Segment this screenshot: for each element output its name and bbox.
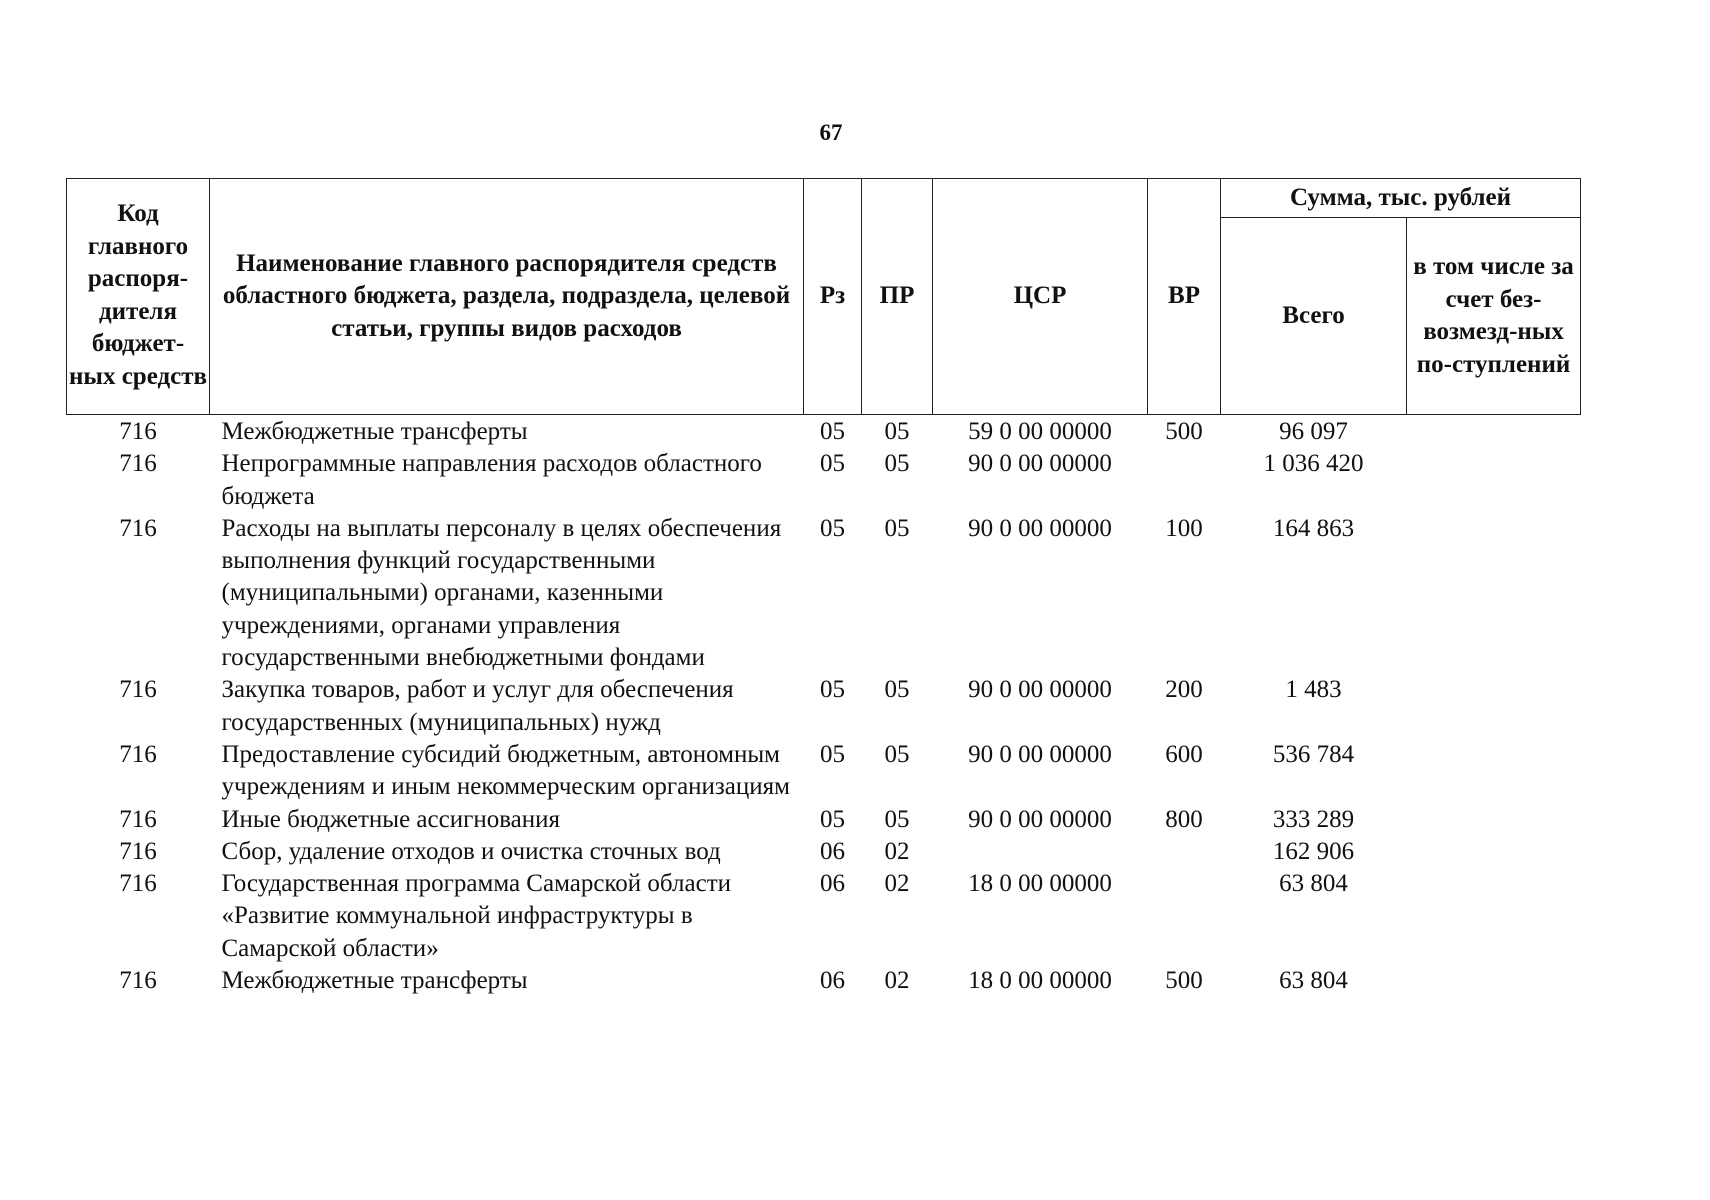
table-row <box>67 448 1581 513</box>
cell-free <box>1407 513 1581 674</box>
cell-vr: 500 <box>1165 418 1203 445</box>
cell-name: Межбюджетные трансферты <box>221 418 528 445</box>
cell-code: 716 <box>119 450 157 478</box>
cell-total: 63 804 <box>1279 967 1348 995</box>
cell-total: 1 036 420 <box>1263 450 1364 478</box>
cell-code: 716 <box>119 805 157 833</box>
cell-csr: 90 0 00 00000 <box>968 514 1112 542</box>
cell-total: 536 784 <box>1272 740 1355 768</box>
cell-rz: 05 <box>820 676 845 704</box>
table-body <box>67 415 1581 998</box>
cell-free <box>1407 674 1581 739</box>
header-code: Код главного распоря-дителя бюджет-ных средств <box>67 179 210 415</box>
cell-total: 164 863 <box>1272 514 1355 542</box>
cell-pr: 02 <box>884 837 910 865</box>
cell-rz: 05 <box>820 418 845 445</box>
cell-total: 63 804 <box>1279 870 1348 898</box>
cell-pr: 05 <box>884 450 910 478</box>
cell-total: 162 906 <box>1272 837 1355 865</box>
cell-vr <box>1148 448 1221 513</box>
header-total: Всего <box>1221 218 1407 415</box>
cell-vr: 500 <box>1165 967 1203 995</box>
header-name: Наименование главного распорядителя средств областного бюджета, раздела, подраздела, целевой статьи, группы видов расходов <box>210 179 804 415</box>
header-pr: ПР <box>862 179 933 415</box>
cell-code: 716 <box>119 967 157 995</box>
table-row <box>67 965 1581 997</box>
cell-csr: 90 0 00 00000 <box>968 805 1112 833</box>
cell-rz: 05 <box>820 740 845 768</box>
cell-code: 716 <box>119 870 157 898</box>
cell-vr: 800 <box>1165 805 1203 833</box>
header-vr: ВР <box>1148 179 1221 415</box>
cell-name: Закупка товаров, работ и услуг для обеспечения государственных (муниципальных) нужд <box>221 676 734 736</box>
cell-code: 716 <box>119 418 157 445</box>
cell-pr: 02 <box>884 870 910 898</box>
cell-code: 716 <box>119 676 157 704</box>
cell-rz: 05 <box>820 805 845 833</box>
cell-csr: 90 0 00 00000 <box>968 450 1112 478</box>
cell-vr: 100 <box>1165 514 1203 542</box>
cell-pr: 05 <box>884 514 910 542</box>
cell-name: Сбор, удаление отходов и очистка сточных вод <box>221 837 721 865</box>
budget-table <box>66 178 1581 997</box>
header-csr: ЦСР <box>933 179 1148 415</box>
cell-rz: 05 <box>820 450 845 478</box>
cell-free <box>1407 965 1581 997</box>
cell-total: 96 097 <box>1279 418 1348 445</box>
cell-vr: 200 <box>1165 676 1203 704</box>
cell-code: 716 <box>119 837 157 865</box>
cell-csr: 59 0 00 00000 <box>968 418 1112 445</box>
table-row <box>67 674 1581 739</box>
cell-free <box>1407 868 1581 965</box>
table-row <box>67 739 1581 804</box>
cell-csr <box>933 836 1148 868</box>
cell-csr: 18 0 00 00000 <box>968 870 1112 898</box>
cell-code: 716 <box>119 514 157 542</box>
page-number: 67 <box>819 120 843 145</box>
cell-name: Иные бюджетные ассигнования <box>221 805 561 833</box>
cell-pr: 05 <box>884 418 910 445</box>
cell-total: 1 483 <box>1285 676 1342 704</box>
header-sum: Сумма, тыс. рублей <box>1221 179 1581 218</box>
cell-free <box>1407 836 1581 868</box>
table-row <box>67 513 1581 674</box>
cell-csr: 18 0 00 00000 <box>968 967 1112 995</box>
cell-vr <box>1148 836 1221 868</box>
table-header <box>67 179 1581 415</box>
cell-vr: 600 <box>1165 740 1203 768</box>
cell-free <box>1407 448 1581 513</box>
cell-rz: 05 <box>820 514 845 542</box>
cell-pr: 05 <box>884 676 910 704</box>
table-row <box>67 415 1581 449</box>
cell-rz: 06 <box>820 967 845 995</box>
cell-csr: 90 0 00 00000 <box>968 676 1112 704</box>
header-rz: Рз <box>804 179 862 415</box>
cell-rz: 06 <box>820 870 845 898</box>
cell-name: Расходы на выплаты персоналу в целях обеспечения выполнения функций государственными (муниципальными) органами, казенными учреждениями, органами управления государственными внебюджетными фондами <box>221 514 782 672</box>
cell-rz: 06 <box>820 837 845 865</box>
header-free: в том числе за счет без-возмезд-ных по-ступлений <box>1407 218 1581 415</box>
cell-code: 716 <box>119 740 157 768</box>
cell-name: Предоставление субсидий бюджетным, автономным учреждениям и иным некоммерческим организациям <box>221 740 790 801</box>
cell-name: Государственная программа Самарской области «Развитие коммунальной инфраструктуры в Самарской области» <box>221 870 731 962</box>
cell-pr: 05 <box>884 740 910 768</box>
cell-csr: 90 0 00 00000 <box>968 740 1112 768</box>
cell-pr: 05 <box>884 805 910 833</box>
table-row <box>67 804 1581 836</box>
cell-free <box>1407 739 1581 804</box>
cell-free <box>1407 415 1581 449</box>
table-row <box>67 868 1581 965</box>
cell-vr <box>1148 868 1221 965</box>
table-row <box>67 836 1581 868</box>
cell-pr: 02 <box>884 967 910 995</box>
cell-total: 333 289 <box>1272 805 1355 833</box>
cell-free <box>1407 804 1581 836</box>
cell-name: Межбюджетные трансферты <box>221 967 528 995</box>
cell-name: Непрограммные направления расходов областного бюджета <box>221 450 762 510</box>
